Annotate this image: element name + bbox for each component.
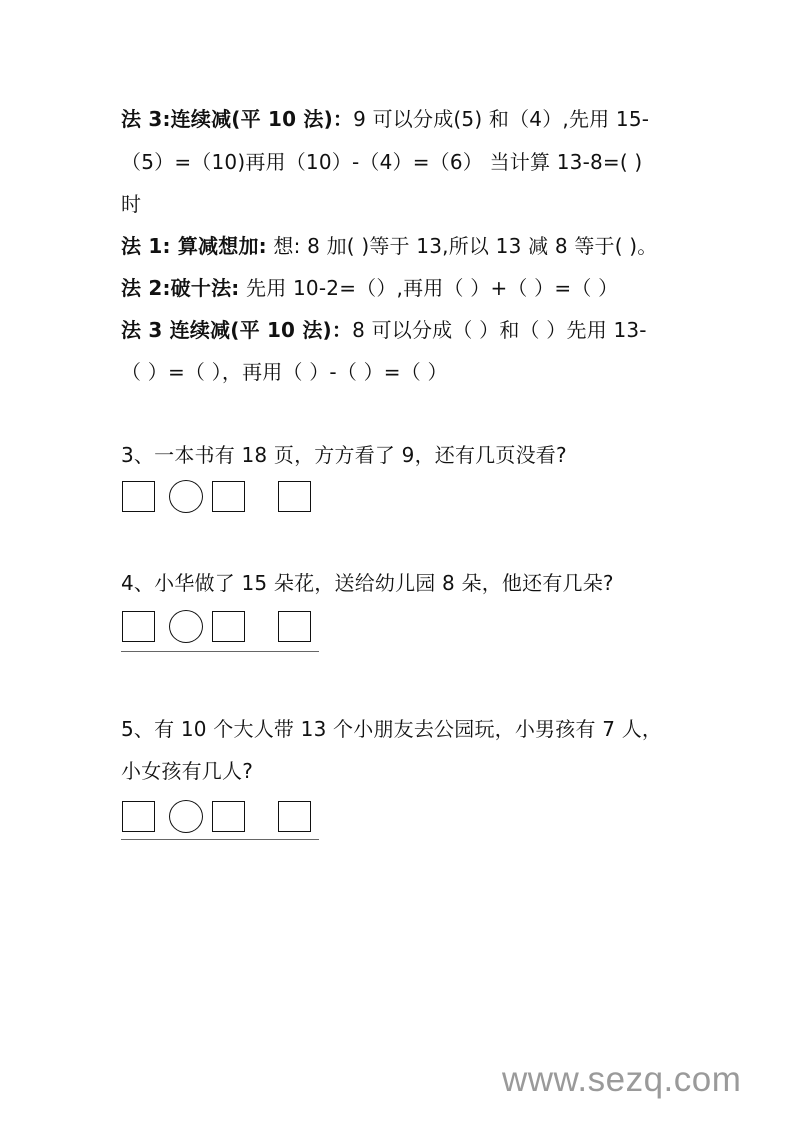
method-1-line <box>121 234 657 258</box>
problem-5-answer-boxes <box>122 801 322 835</box>
answer-box[interactable] <box>212 801 245 832</box>
operator-circle[interactable] <box>169 610 203 643</box>
answer-box[interactable] <box>278 481 311 512</box>
watermark: www.sezq.com <box>502 1060 742 1099</box>
answer-box[interactable] <box>212 611 245 642</box>
operator-circle[interactable] <box>169 480 203 513</box>
method-3-line <box>121 107 649 131</box>
method-2-line <box>121 276 618 300</box>
problem-5-text-2: 小女孩有几人? <box>121 759 254 783</box>
answer-box[interactable] <box>122 481 155 512</box>
problem-3-answer-boxes <box>122 481 322 515</box>
operator-circle[interactable] <box>169 800 203 833</box>
problem-5-text: 5、有 10 个大人带 13 个小朋友去公园玩，小男孩有 7 人， <box>121 717 663 741</box>
method-3b-line <box>121 318 647 342</box>
method-3-line-2: （5）=（10)再用（10）-（4）=（6） 当计算 13-8=( ) <box>121 150 643 174</box>
answer-box[interactable] <box>212 481 245 512</box>
method-2-title: 法 2:破十法: <box>121 276 240 300</box>
method-1-title: 法 1: 算减想加: <box>121 234 267 258</box>
answer-box[interactable] <box>122 611 155 642</box>
underline <box>121 839 319 840</box>
method-3-text: 9 可以分成(5) 和（4）,先用 15- <box>353 107 650 131</box>
method-1-text: 想: 8 加( )等于 13,所以 13 减 8 等于( )。 <box>273 234 658 258</box>
underline <box>121 651 319 652</box>
problem-3-text: 3、一本书有 18 页，方方看了 9，还有几页没看? <box>121 443 567 467</box>
problem-4-text: 4、小华做了 15 朵花，送给幼儿园 8 朵，他还有几朵? <box>121 571 614 595</box>
method-3b-line-2: （ ）=（ ），再用（ ）-（ ）=（ ） <box>121 360 448 384</box>
method-3-line-3: 时 <box>121 192 142 216</box>
answer-box[interactable] <box>122 801 155 832</box>
method-3b-title: 法 3 连续减(平 10 法)： <box>121 318 353 342</box>
method-3-title: 法 3:连续减(平 10 法)： <box>121 107 354 131</box>
problem-4-answer-boxes <box>122 611 322 645</box>
method-3b-text: 8 可以分成（ ）和（ ）先用 13- <box>352 318 647 342</box>
answer-box[interactable] <box>278 611 311 642</box>
method-2-text: 先用 10-2=（）,再用（ ）+（ ）=（ ） <box>246 276 619 300</box>
answer-box[interactable] <box>278 801 311 832</box>
